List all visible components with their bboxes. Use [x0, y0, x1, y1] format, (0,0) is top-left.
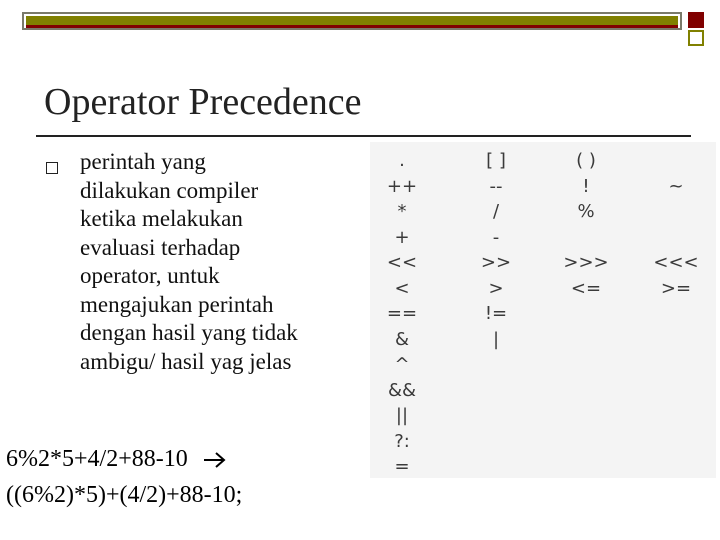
operator-cell: +	[394, 226, 410, 248]
operator-cell: !	[582, 175, 590, 197]
operator-cell: ++	[386, 175, 418, 197]
operator-cell: .	[399, 150, 405, 171]
operator-cell: >=	[660, 277, 692, 299]
example-expression-line	[6, 446, 228, 473]
operator-cell: !=	[484, 303, 508, 324]
bullet-line: ketika melakukan	[80, 206, 243, 231]
operator-cell: <	[394, 277, 410, 299]
operator-cell: %	[577, 201, 595, 222]
bullet-text	[80, 148, 370, 376]
header-bar-olive-stripe	[26, 16, 678, 25]
bullet-line: ambigu/ hasil yag jelas	[80, 348, 292, 374]
operator-cell: <<<	[653, 252, 699, 273]
corner-square-outline	[688, 30, 704, 46]
operator-cell: -	[492, 226, 500, 248]
bullet-line: perintah yang	[80, 149, 206, 174]
operator-cell: &&	[387, 379, 417, 401]
operator-cell: ||	[395, 405, 409, 426]
operator-cell: *	[397, 201, 407, 222]
operator-cell: >>	[480, 252, 512, 273]
header-bar	[22, 12, 682, 30]
operator-cell: ?:	[394, 430, 410, 452]
operator-cell: ==	[386, 303, 418, 324]
hollow-square-bullet-icon	[46, 162, 58, 174]
precedence-table-image	[370, 142, 716, 478]
operator-cell: ^	[394, 354, 410, 375]
bullet-line: dengan hasil yang tidak	[80, 320, 298, 345]
slide-title: Operator Precedence	[44, 81, 362, 123]
operator-cell: =	[394, 456, 410, 477]
bullet-line: dilakukan compiler	[80, 177, 259, 203]
operator-cell: |	[492, 328, 500, 350]
bullet-line: mengajukan perintah	[80, 291, 274, 317]
bullet-line: evaluasi terhadap	[80, 234, 241, 260]
operator-cell: /	[492, 201, 500, 222]
header-bar-maroon-stripe	[26, 25, 678, 28]
corner-square-filled	[688, 12, 704, 28]
title-divider	[36, 135, 691, 137]
operator-cell: >	[488, 277, 504, 299]
operator-cell: ( )	[576, 150, 596, 171]
operator-cell: --	[489, 175, 503, 197]
bullet-line: operator, untuk	[80, 263, 220, 288]
operator-cell: <<	[386, 252, 418, 273]
example-expression: 6%2*5+4/2+88-10	[6, 446, 188, 472]
operator-cell: &	[394, 328, 410, 350]
operator-cell: <=	[570, 277, 602, 299]
example-result: ((6%2)*5)+(4/2)+88-10;	[6, 482, 243, 508]
operator-cell: >>>	[563, 252, 609, 273]
operator-cell: [ ]	[486, 150, 506, 171]
right-arrow-icon	[202, 451, 228, 469]
operator-cell: ~	[668, 175, 684, 197]
